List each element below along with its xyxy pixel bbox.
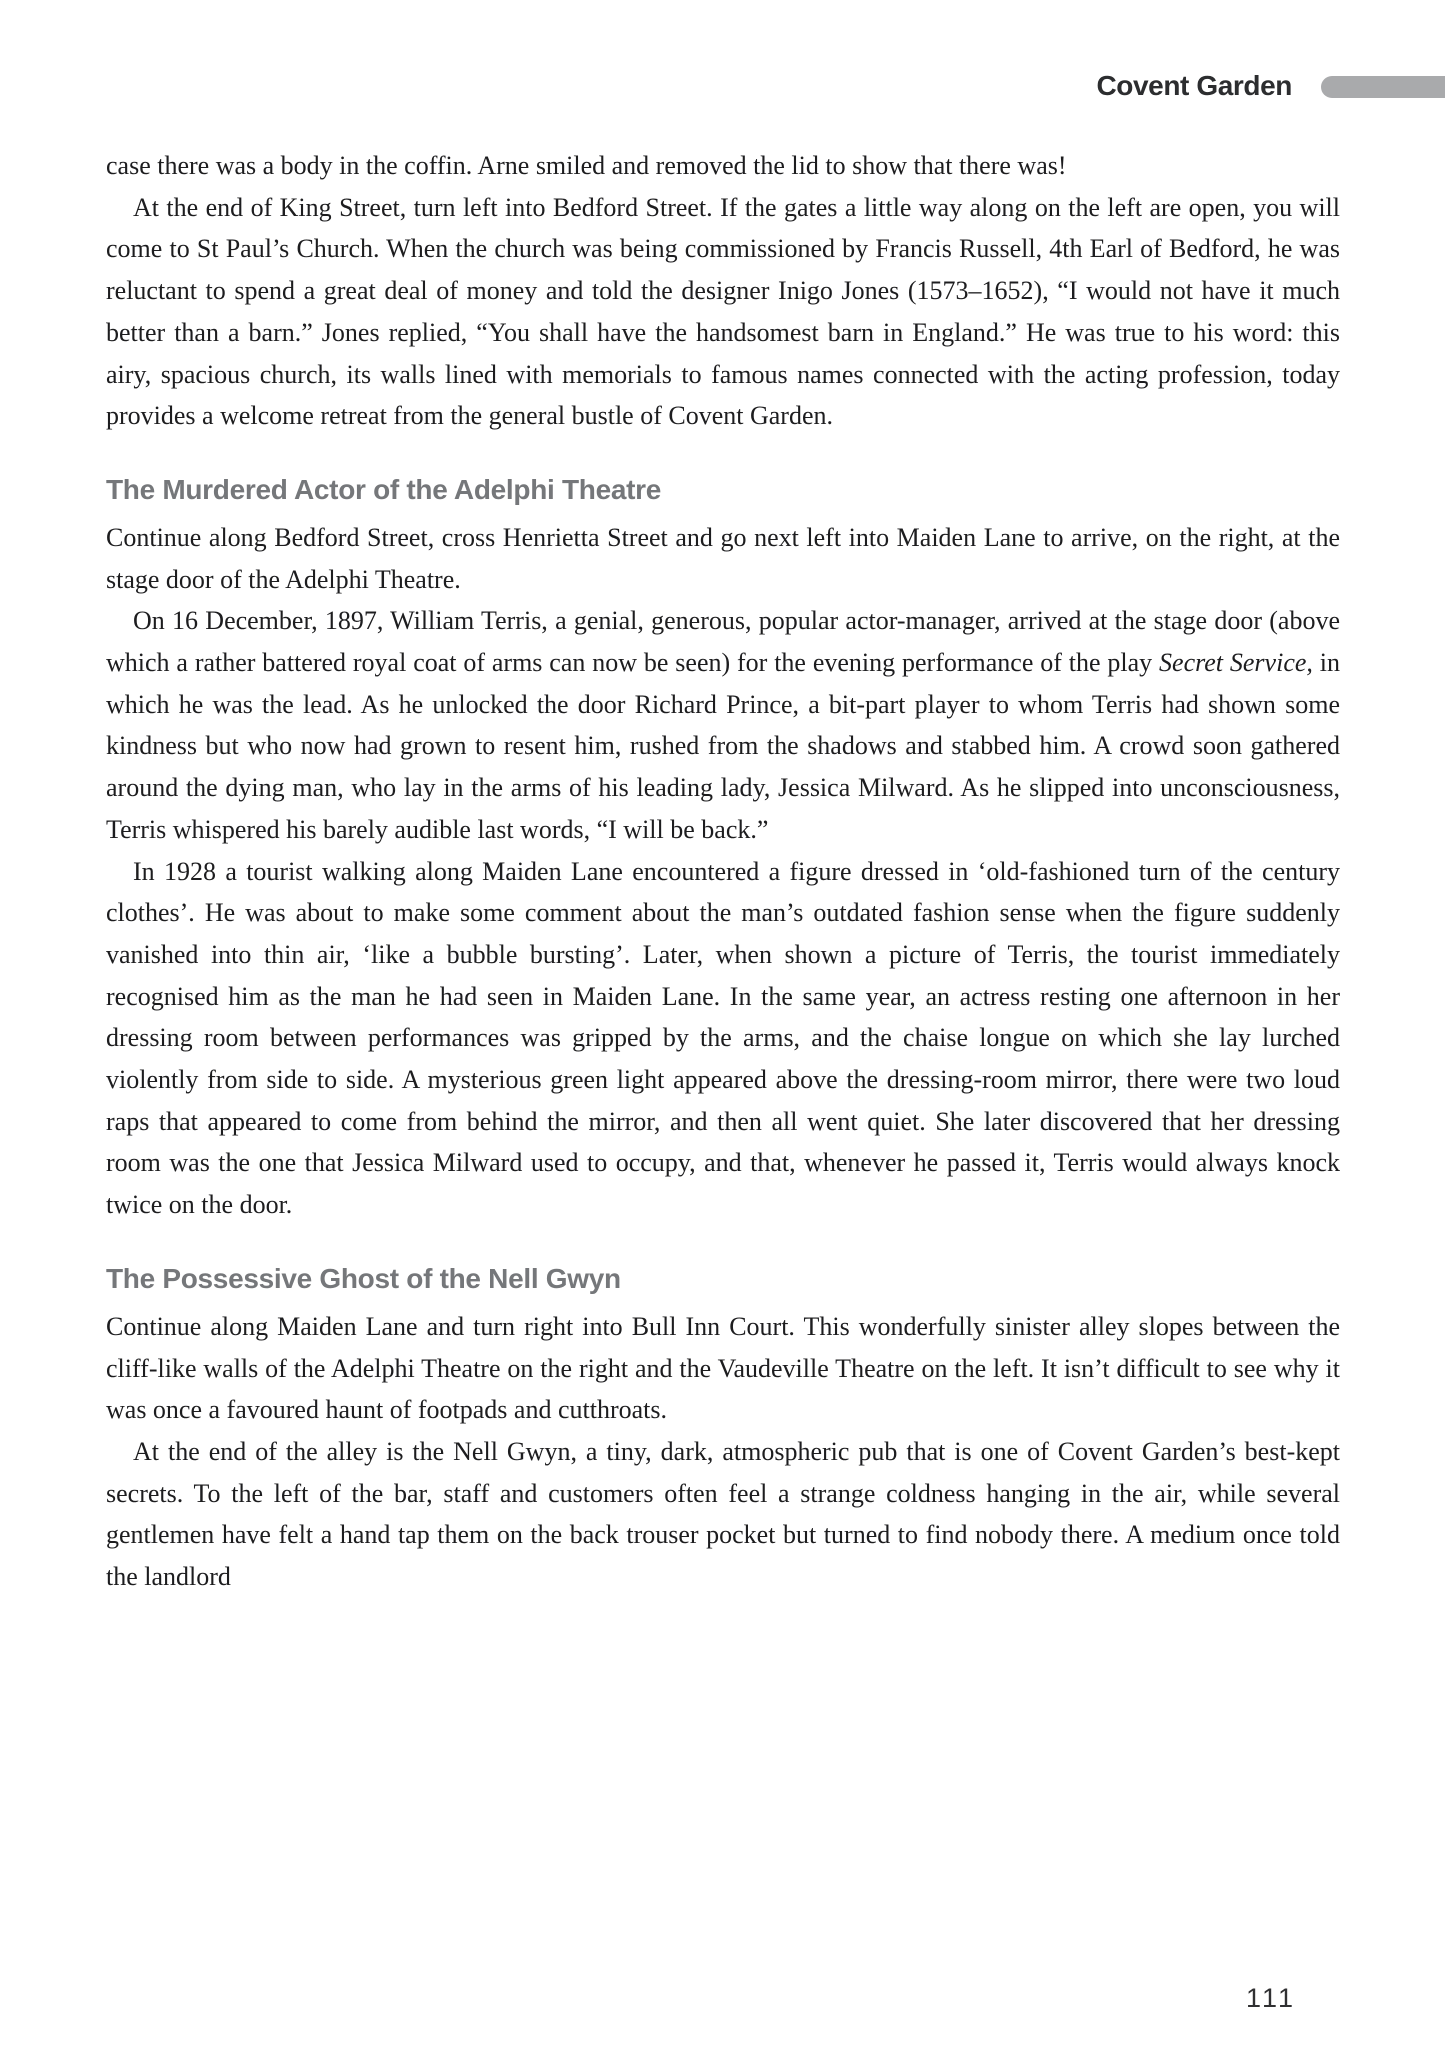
- paragraph-terris-murder: [106, 600, 1340, 850]
- text-run: in which he was the lead. As he unlocked the door Richard Prince, a bit-part player to whom Terris had shown some kindness but who now had grown to resent him, rushed from the shadows and stabbed him. A crowd soon gathered around the dying man, who lay in the arms of his leading lady, Jessica Milward. As he slipped into unconsciousness, Terris whispered his barely audible last words, “I will be back.”: [106, 648, 1340, 844]
- running-header-title: Covent Garden: [1096, 70, 1292, 101]
- page-number: 111: [1246, 1983, 1297, 2013]
- paragraph-coffin-continuation: case there was a body in the coffin. Arne smiled and removed the lid to show that there was!: [106, 151, 1067, 180]
- section-heading-nell-gwyn: The Possessive Ghost of the Nell Gwyn: [106, 1262, 621, 1294]
- paragraph-1928-sightings: In 1928 a tourist walking along Maiden Lane encountered a figure dressed in ‘old-fashioned turn of the century clothes’. He was about to make some comment about the man’s outdated fashion sense when the figure suddenly vanished into thin air, ‘like a bubble bursting’. Later, when shown a picture of Terris, the tourist immediately recognised him as the man he had seen in Maiden Lane. In the same year, an actress resting one afternoon in her dressing room between performances was gripped by the arms, and the chaise longue on which she lay lurched violently from side to side. A mysterious green light appeared above the dressing-room mirror, there were two loud raps that appeared to come from behind the mirror, and then all went quiet. She later discovered that her dressing room was the one that Jessica Milward used to occupy, and that, whenever he passed it, Terris would always knock twice on the door.: [106, 856, 1340, 1220]
- header-tab-bar: [1321, 76, 1445, 98]
- running-header: [1096, 72, 1445, 102]
- section-heading-murdered-actor: The Murdered Actor of the Adelphi Theatre: [106, 473, 662, 505]
- paragraph-nell-gwyn-pub: At the end of the alley is the Nell Gwyn, a tiny, dark, atmospheric pub that is one of Covent Garden’s best-kept secrets. To the left of the bar, staff and customers often feel a strange coldness hanging in the air, while several gentlemen have felt a hand tap them on the back trouser pocket but turned to find nobody there. A medium once told the landlord: [106, 1436, 1340, 1592]
- page-body: [106, 145, 1340, 1598]
- play-title-italic: Secret Service,: [1159, 648, 1313, 678]
- paragraph-directions-adelphi: Continue along Bedford Street, cross Henrietta Street and go next left into Maiden Lane to arrive, on the right, at the stage door of the Adelphi Theatre.: [106, 522, 1340, 594]
- paragraph-king-street-st-pauls: At the end of King Street, turn left into Bedford Street. If the gates a little way along on the left are open, you will come to St Paul’s Church. When the church was being commissioned by Francis Russell, 4th Earl of Bedford, he was reluctant to spend a great deal of money and told the designer Inigo Jones (1573–1652), “I would not have it much better than a barn.” Jones replied, “You shall have the handsomest barn in England.” He was true to his word: this airy, spacious church, its walls lined with memorials to famous names connected with the acting profession, today provides a welcome retreat from the general bustle of Covent Garden.: [106, 192, 1340, 431]
- paragraph-bull-inn-court: Continue along Maiden Lane and turn right into Bull Inn Court. This wonderfully sinister alley slopes between the cliff-like walls of the Adelphi Theatre on the right and the Vaudeville Theatre on the left. It isn’t difficult to see why it was once a favoured haunt of footpads and cutthroats.: [106, 1311, 1340, 1425]
- text-run: On 16 December, 1897, William Terris, a genial, generous, popular actor-manager, arrived at the stage door (above which a rather battered royal coat of arms can now be seen) for the evening performance of the play: [106, 606, 1340, 678]
